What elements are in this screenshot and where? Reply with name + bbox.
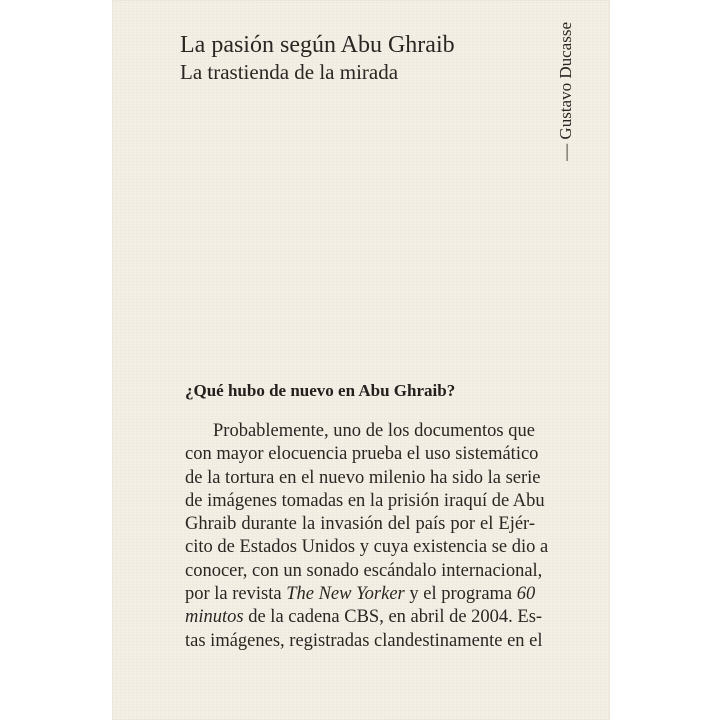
body-line — [185, 583, 535, 606]
body-text — [185, 420, 549, 653]
text-run: de la cadena CBS, en abril de 2004. Es- — [243, 607, 543, 628]
body-line: cito de Estados Unidos y cuya existencia se dio a — [185, 537, 549, 558]
text-run: por la revista — [185, 584, 287, 605]
body-line: tas imágenes, registradas clandestinamente en el — [185, 630, 543, 651]
program-name: 60 — [516, 584, 536, 605]
magazine-name: The New Yorker — [286, 584, 405, 605]
body-line: con mayor elocuencia prueba el uso sistemático — [185, 444, 539, 465]
book-subtitle: La trastienda de la mirada — [180, 60, 399, 84]
body-line: Ghraib durante la invasión del país por el Ejér- — [185, 514, 535, 535]
body-line: Probablemente, uno de los documentos que — [213, 421, 535, 441]
body-line: conocer, con un sonado escándalo internacional, — [185, 560, 543, 581]
body-line: de la tortura en el nuevo milenio ha sido la serie — [185, 467, 541, 488]
body-line: de imágenes tomadas en la prisión iraquí de Abu — [185, 490, 545, 511]
author-container — [553, 22, 579, 192]
book-title: La pasión según Abu Ghraib — [180, 32, 455, 58]
body-line — [185, 606, 543, 629]
program-name: minutos — [185, 607, 244, 628]
author-name: — Gustavo Ducasse — [556, 22, 575, 161]
section-heading: ¿Qué hubo de nuevo en Abu Ghraib? — [185, 381, 456, 400]
text-run: y el programa — [404, 584, 517, 605]
